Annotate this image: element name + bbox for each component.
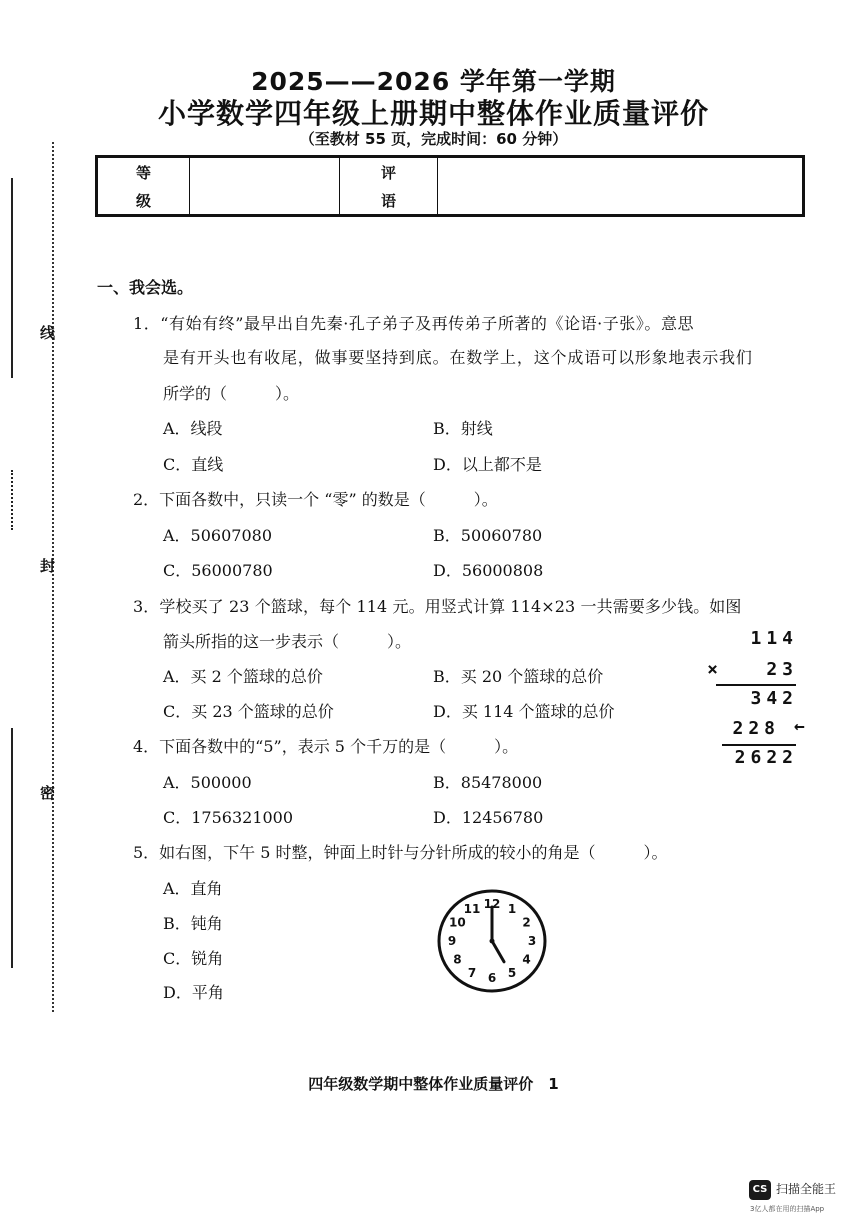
clock-number: 6 — [487, 971, 497, 985]
question-4-option-b[interactable]: B．85478000 — [433, 773, 543, 792]
clock-hour-hand — [492, 941, 504, 962]
clock-number: 10 — [449, 915, 466, 930]
question-2-option-d[interactable]: D．56000808 — [433, 561, 544, 580]
binding-char-feng: 封 — [40, 557, 56, 575]
grade-label-char: 等 — [135, 163, 151, 182]
binding-edge-line — [11, 178, 13, 378]
question-3-option-a[interactable]: A．买 2 个篮球的总价 — [163, 667, 323, 686]
question-4-option-c[interactable]: C．1756321000 — [163, 808, 294, 827]
question-2-option-b[interactable]: B．50060780 — [433, 526, 543, 545]
scanner-watermark-tagline: 3亿人都在用的扫描App — [750, 1205, 825, 1213]
calc-multiplier: 23 — [766, 659, 798, 680]
clock-face — [436, 888, 548, 994]
question-1-line-3: 所学的（ ）。 — [163, 384, 300, 403]
question-3-line-1: 3．学校买了 23 个篮球，每个 114 元。用竖式计算 114×23 一共需要多少钱。如图 — [133, 597, 742, 616]
question-1-option-a[interactable]: A．线段 — [163, 419, 223, 438]
question-1-option-c[interactable]: C．直线 — [163, 455, 224, 474]
calc-times-sign: × — [707, 659, 718, 680]
question-1-option-d[interactable]: D．以上都不是 — [433, 455, 542, 474]
question-4-option-d[interactable]: D．12456780 — [433, 808, 544, 827]
binding-dotted-line — [52, 142, 54, 1012]
page-title-year: 2025——2026 学年第一学期 — [251, 67, 616, 96]
binding-edge-line — [11, 728, 13, 968]
scanner-logo-icon: CS — [749, 1180, 771, 1200]
grade-value-cell[interactable] — [190, 158, 340, 214]
calc-product: 2622 — [734, 747, 798, 768]
question-5-option-d[interactable]: D．平角 — [163, 983, 224, 1002]
question-4-option-a[interactable]: A．500000 — [163, 773, 252, 792]
clock-center — [490, 939, 495, 944]
clock-number: 9 — [447, 934, 457, 948]
clock-number: 4 — [522, 952, 531, 967]
calc-arrow-icon: ← — [794, 716, 805, 737]
calc-multiplicand: 114 — [750, 628, 798, 649]
question-1-line-2: 是有开头也有收尾，做事要坚持到底。在数学上，这个成语可以形象地表示我们 — [163, 348, 753, 367]
page-title: 小学数学四年级上册期中整体作业质量评价 — [157, 97, 709, 130]
question-4-line-1: 4．下面各数中的“5”，表示 5 个千万的是（ ）。 — [133, 737, 519, 756]
section-title: 一、我会选。 — [97, 278, 194, 297]
grade-label-cell — [98, 158, 190, 214]
question-3-line-2: 箭头所指的这一步表示（ ）。 — [163, 632, 412, 651]
clock-number: 5 — [507, 966, 517, 980]
comment-label-char: 语 — [380, 191, 396, 210]
question-2-option-a[interactable]: A．50607080 — [163, 526, 272, 545]
calc-partial-1: 342 — [750, 688, 798, 709]
comment-label-char: 评 — [380, 163, 396, 182]
question-3-option-c[interactable]: C．买 23 个篮球的总价 — [163, 702, 334, 721]
binding-char-mi: 密 — [40, 784, 56, 802]
clock-number: 7 — [467, 966, 477, 980]
clock-number: 1 — [507, 902, 517, 916]
question-2-line-1: 2．下面各数中，只读一个 “零” 的数是（ ）。 — [133, 490, 498, 509]
comment-label-cell — [340, 158, 438, 214]
grade-table — [95, 155, 805, 217]
binding-edge-line — [11, 470, 13, 530]
page-subtitle: （至教材 55 页，完成时间：60 分钟） — [299, 130, 568, 148]
question-3-option-b[interactable]: B．买 20 个篮球的总价 — [433, 667, 604, 686]
clock-number: 8 — [453, 952, 462, 967]
clock-number: 11 — [463, 902, 481, 916]
question-1-line-1: 1．“有始有终”最早出自先秦·孔子弟子及再传弟子所著的《论语·子张》。意思 — [133, 314, 695, 333]
calc-line-2 — [722, 744, 796, 746]
grade-label-char: 级 — [135, 191, 151, 210]
page-footer: 四年级数学期中整体作业质量评价 1 — [308, 1075, 559, 1093]
calc-line-1 — [716, 684, 796, 686]
question-5-option-a[interactable]: A．直角 — [163, 879, 223, 898]
clock-number: 12 — [483, 897, 501, 911]
question-5-line-1: 5．如右图，下午 5 时整，钟面上时针与分针所成的较小的角是（ ）。 — [133, 843, 668, 862]
question-5-option-c[interactable]: C．锐角 — [163, 949, 224, 968]
clock-number: 2 — [522, 915, 531, 930]
question-1-option-b[interactable]: B．射线 — [433, 419, 493, 438]
comment-value-cell[interactable] — [438, 158, 802, 214]
clock-number: 3 — [527, 934, 537, 948]
question-2-option-c[interactable]: C．56000780 — [163, 561, 273, 580]
scanner-watermark-name: 扫描全能王 — [776, 1182, 837, 1196]
calc-partial-2: 228 — [732, 718, 780, 739]
question-3-option-d[interactable]: D．买 114 个篮球的总价 — [433, 702, 615, 721]
question-5-option-b[interactable]: B．钝角 — [163, 914, 223, 933]
binding-char-xian: 线 — [40, 324, 56, 342]
